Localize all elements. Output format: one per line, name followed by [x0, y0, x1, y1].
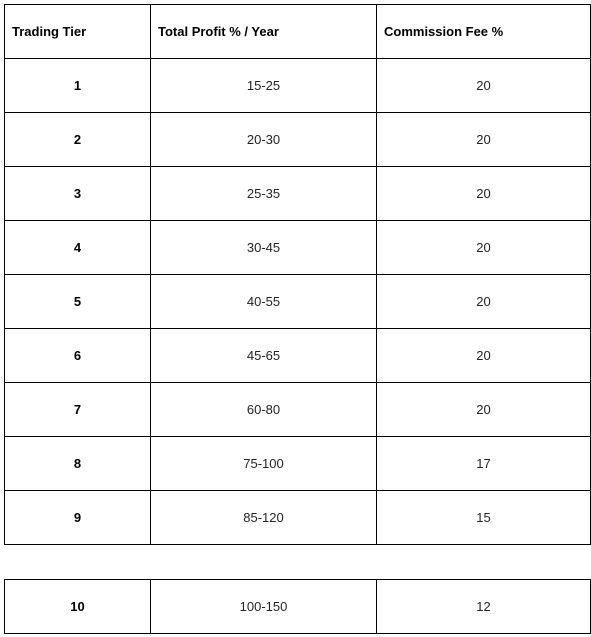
fee-cell: 20 [377, 221, 591, 275]
table-row [5, 383, 591, 437]
table-row [5, 329, 591, 383]
table-row [5, 113, 591, 167]
profit-cell: 85-120 [151, 491, 377, 545]
tier-table [4, 4, 591, 545]
tier-cell: 6 [5, 329, 151, 383]
tier-cell: 4 [5, 221, 151, 275]
table-row [5, 167, 591, 221]
tier-cell: 7 [5, 383, 151, 437]
tier-cell: 9 [5, 491, 151, 545]
fee-cell: 20 [377, 383, 591, 437]
table-row [5, 580, 591, 634]
header-total-profit: Total Profit % / Year [151, 5, 377, 59]
fee-cell: 20 [377, 113, 591, 167]
fee-cell: 20 [377, 275, 591, 329]
profit-cell: 100-150 [151, 580, 377, 634]
table-row [5, 275, 591, 329]
profit-cell: 15-25 [151, 59, 377, 113]
tier-10-table [4, 579, 591, 634]
header-commission-fee: Commission Fee % [377, 5, 591, 59]
header-row [5, 5, 591, 59]
tier-cell: 1 [5, 59, 151, 113]
profit-cell: 75-100 [151, 437, 377, 491]
fee-cell: 12 [377, 580, 591, 634]
fee-cell: 20 [377, 167, 591, 221]
table-row [5, 437, 591, 491]
fee-cell: 17 [377, 437, 591, 491]
table-row [5, 59, 591, 113]
fee-cell: 15 [377, 491, 591, 545]
table-row [5, 491, 591, 545]
fee-cell: 20 [377, 59, 591, 113]
profit-cell: 30-45 [151, 221, 377, 275]
header-trading-tier: Trading Tier [5, 5, 151, 59]
profit-cell: 45-65 [151, 329, 377, 383]
profit-cell: 60-80 [151, 383, 377, 437]
tier-cell: 5 [5, 275, 151, 329]
tier-cell: 2 [5, 113, 151, 167]
tier-cell: 10 [5, 580, 151, 634]
fee-cell: 20 [377, 329, 591, 383]
profit-cell: 20-30 [151, 113, 377, 167]
profit-cell: 40-55 [151, 275, 377, 329]
profit-cell: 25-35 [151, 167, 377, 221]
tier-cell: 8 [5, 437, 151, 491]
table-row [5, 221, 591, 275]
tier-cell: 3 [5, 167, 151, 221]
